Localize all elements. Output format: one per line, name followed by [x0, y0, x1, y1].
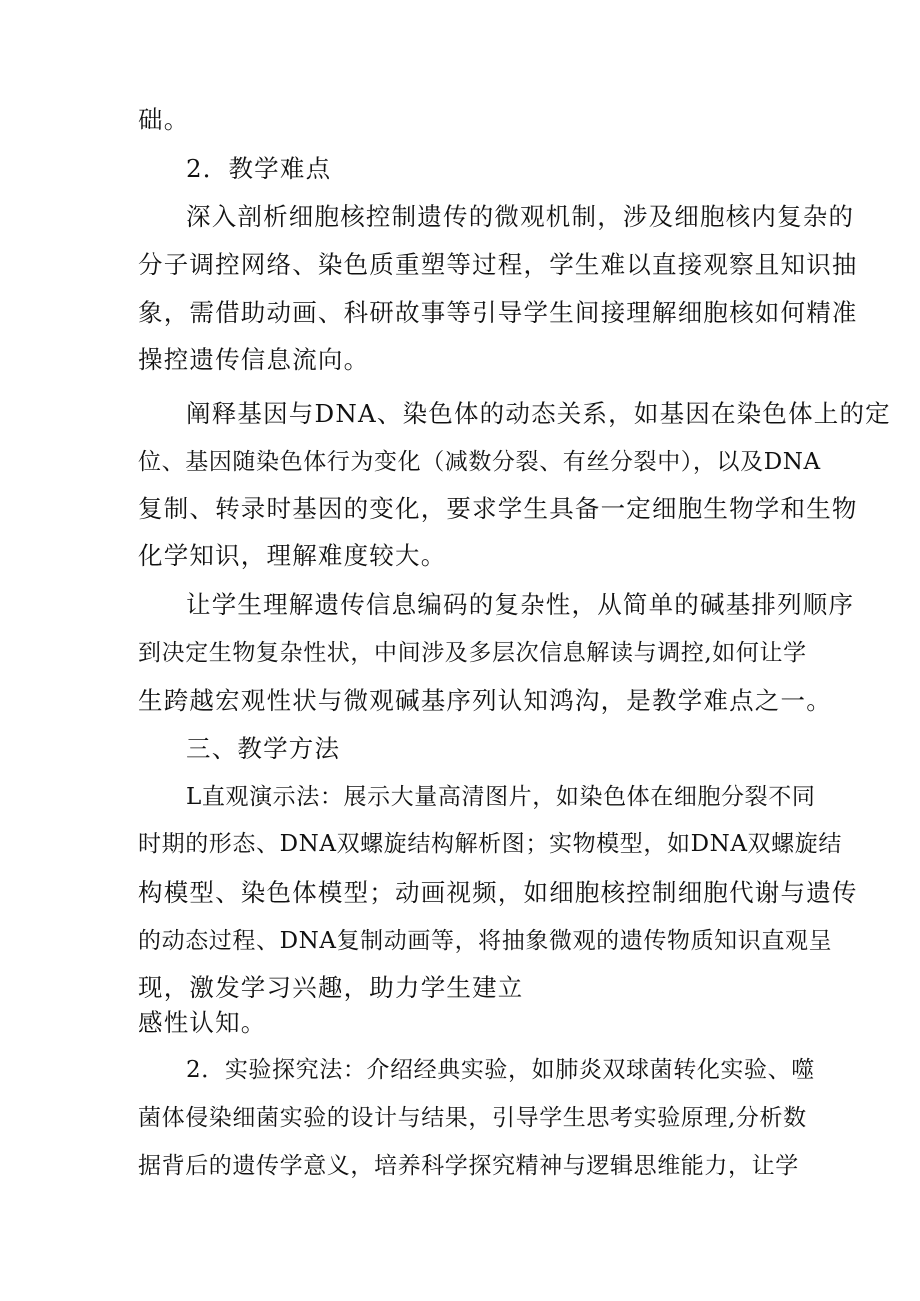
text-line-13: 生跨越宏观性状与微观碱基序列认知鸿沟，是教学难点之一。: [138, 686, 832, 715]
text-line-19: 现，激发学习兴趣，助力学生建立: [138, 973, 524, 1002]
text-line-20: 感性认知。: [138, 1008, 267, 1037]
text-line-4: 分子调控网络、染色质重塑等过程，学生难以直接观察且知识抽: [138, 250, 858, 279]
text-line-10: 化学知识，理解难度较大。: [138, 541, 447, 570]
text-line-17: 构模型、染色体模型；动画视频，如细胞核控制细胞代谢与遗传: [138, 878, 858, 907]
text-line-18: 的动态过程、DNA复制动画等，将抽象微观的遗传物质知识直观呈: [138, 928, 833, 954]
text-line-15: L直观演示法：展示大量高清图片，如染色体在细胞分裂不同: [186, 784, 816, 810]
text-line-6: 操控遗传信息流向。: [138, 345, 370, 374]
text-line-9: 复制、转录时基因的变化，要求学生具备一定细胞生物学和生物: [138, 494, 858, 523]
text-line-5: 象，需借助动画、科研故事等引导学生间接理解细胞核如何精准: [138, 298, 858, 327]
section-heading-teaching-difficulty: 2．教学难点: [186, 154, 332, 183]
text-line-11: 让学生理解遗传信息编码的复杂性，从简单的碱基排列顺序: [186, 590, 855, 619]
text-line-8: 位、基因随染色体行为变化（减数分裂、有丝分裂中），以及DNA: [138, 449, 821, 475]
text-line-21: 2．实验探究法：介绍经典实验，如肺炎双球菌转化实验、噬: [186, 1057, 815, 1083]
text-line-7: 阐释基因与DNA、染色体的动态关系，如基因在染色体上的定: [186, 399, 891, 428]
text-line-12: 到决定生物复杂性状，中间涉及多层次信息解读与调控,如何让学: [138, 640, 807, 666]
text-line-1: 础。: [138, 105, 190, 134]
text-line-3: 深入剖析细胞核控制遗传的微观机制，涉及细胞核内复杂的: [186, 202, 855, 231]
text-line-22: 菌体侵染细菌实验的设计与结果，引导学生思考实验原理,分析数: [138, 1105, 807, 1131]
section-heading-teaching-methods: 三、教学方法: [186, 734, 341, 763]
text-line-16: 时期的形态、DNA双螺旋结构解析图；实物模型，如DNA双螺旋结: [138, 831, 842, 857]
text-line-23: 据背后的遗传学意义，培养科学探究精神与逻辑思维能力，让学: [138, 1153, 799, 1179]
